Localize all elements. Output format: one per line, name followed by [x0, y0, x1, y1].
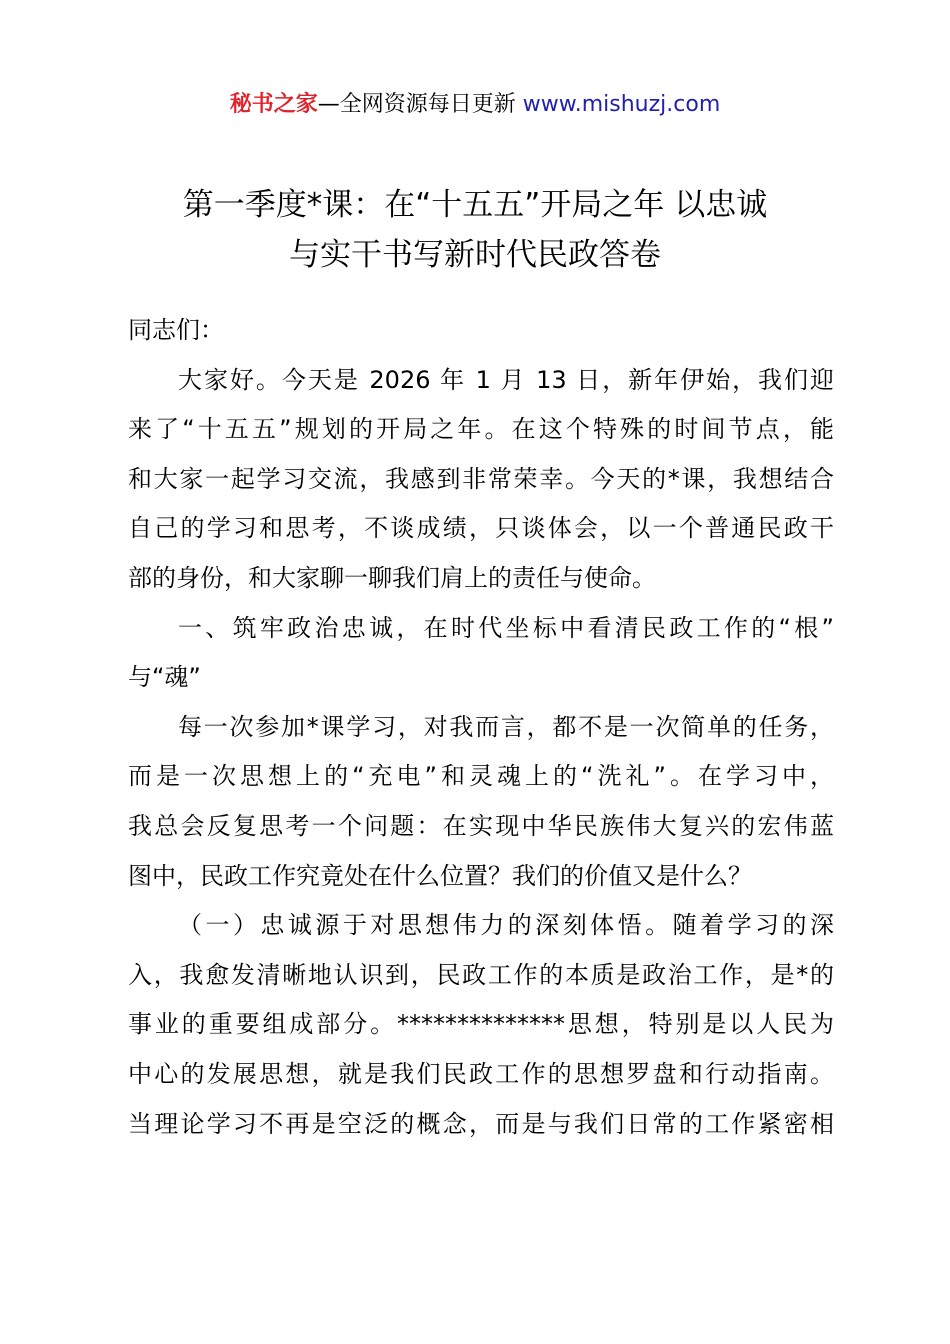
salutation: 同志们：	[128, 316, 224, 344]
section-heading-cont: 与“魂”	[128, 663, 201, 692]
body-line: 每一次参加*课学习，对我而言，都不是一次简单的任务，	[178, 712, 834, 741]
title-line-1: 第一季度*课：在“十五五”开局之年 以忠诚	[182, 187, 768, 223]
body-line: 入，我愈发清晰地认识到，民政工作的本质是政治工作，是*的	[128, 960, 834, 989]
body-line: 我总会反复思考一个问题：在实现中华民族伟大复兴的宏伟蓝	[128, 811, 834, 840]
body-line: 中心的发展思想，就是我们民政工作的思想罗盘和行动指南。	[128, 1059, 834, 1088]
site-url-link[interactable]: www.mishuzj.com	[522, 92, 721, 117]
body-line: 而是一次思想上的“充电”和灵魂上的“洗礼”。在学习中，	[128, 762, 834, 791]
body-line: 和大家一起学习交流，我感到非常荣幸。今天的*课，我想结合	[128, 464, 834, 493]
section-heading: 一、筑牢政治忠诚，在时代坐标中看清民政工作的“根”	[178, 613, 834, 642]
title-line-2: 与实干书写新时代民政答卷	[289, 237, 661, 273]
body-line: 大家好。今天是 2026 年 1 月 13 日，新年伊始，我们迎	[178, 365, 834, 394]
site-header	[0, 88, 950, 122]
document-body	[128, 306, 834, 1149]
body-line: 事业的重要组成部分。**************思想，特别是以人民为	[128, 1010, 834, 1039]
body-line: 当理论学习不再是空泛的概念，而是与我们日常的工作紧密相	[128, 1109, 834, 1138]
subsection-line: （一）忠诚源于对思想伟力的深刻体悟。随着学习的深	[178, 911, 834, 940]
body-line: 自己的学习和思考，不谈成绩，只谈体会，以一个普通民政干	[128, 514, 834, 543]
header-tagline: —全网资源每日更新	[317, 92, 523, 117]
body-line: 来了“十五五”规划的开局之年。在这个特殊的时间节点，能	[128, 415, 834, 444]
body-line: 图中，民政工作究竟处在什么位置？我们的价值又是什么？	[128, 861, 752, 890]
document-title	[110, 180, 840, 280]
body-line: 部的身份，和大家聊一聊我们肩上的责任与使命。	[128, 563, 656, 592]
brand-name: 秘书之家	[229, 92, 318, 117]
